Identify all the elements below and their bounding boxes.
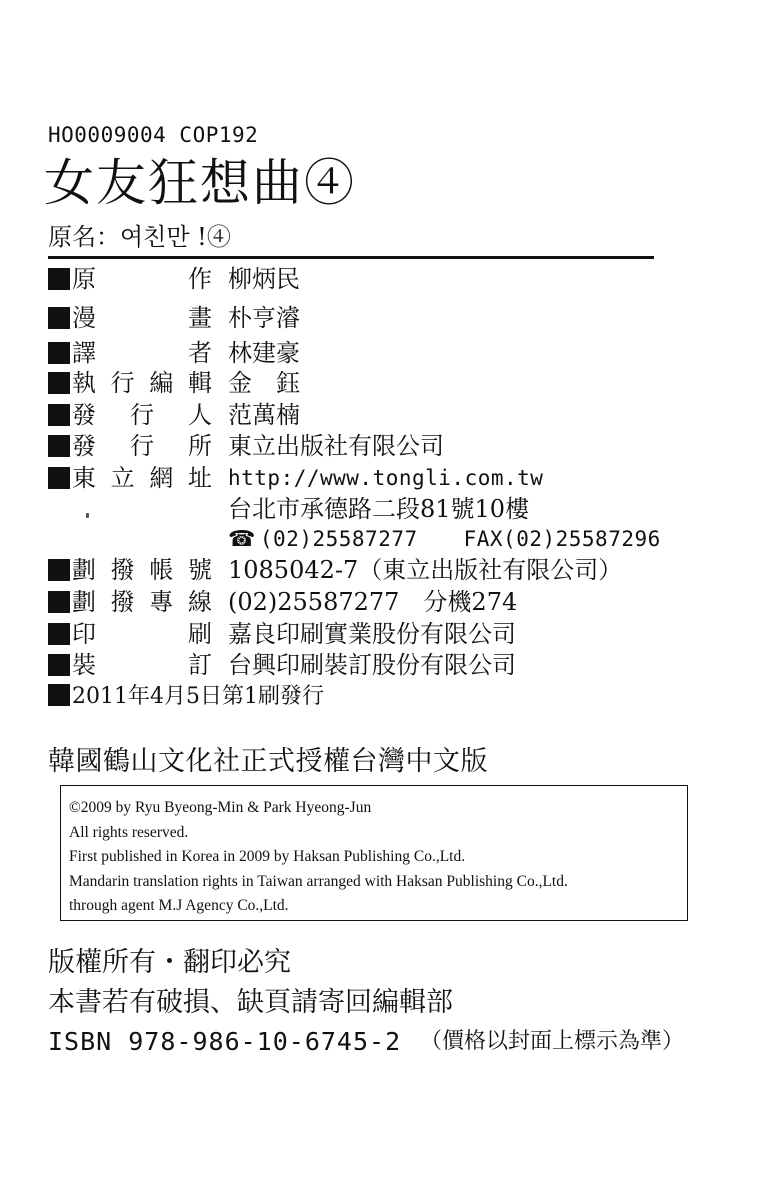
price-note: （價格以封面上標示為準） <box>420 1029 685 1054</box>
catalog-code: HO0009004 COP192 <box>48 123 259 147</box>
copyright-line: ©2009 by Ryu Byeong-Min & Park Hyeong-Jun <box>69 799 372 816</box>
postal-row-printing <box>48 617 516 651</box>
copyright-line: First published in Korea in 2009 by Haksan Publishing Co.,Ltd. <box>69 848 466 865</box>
bullet-square <box>48 684 70 706</box>
bullet-square <box>48 559 70 581</box>
credit-row-publisher <box>48 398 300 432</box>
copyright-line: through agent M.J Agency Co.,Ltd. <box>69 897 289 914</box>
bullet-square <box>48 372 70 394</box>
credit-row-editor <box>48 366 300 400</box>
credit-label: 發行所 <box>72 432 212 460</box>
postal-value: 1085042-7（東立出版社有限公司） <box>228 556 623 584</box>
copyright-line: Mandarin translation rights in Taiwan arranged with Haksan Publishing Co.,Ltd. <box>69 872 568 890</box>
bullet-square <box>48 591 70 613</box>
bullet-square <box>48 435 70 457</box>
postal-value: (02)25587277 分機274 <box>228 588 518 616</box>
credit-row-website <box>48 461 544 495</box>
credit-row-artist <box>48 301 300 335</box>
postal-row-hotline <box>48 585 518 619</box>
credit-value: 柳炳民 <box>228 265 300 293</box>
bullet-square <box>48 342 70 364</box>
postal-row-binding <box>48 648 516 682</box>
fax-number: FAX(02)25587296 <box>463 527 661 551</box>
isbn-number: ISBN 978-986-10-6745-2 <box>48 1027 402 1056</box>
copyright-box <box>60 785 688 921</box>
credit-label: 譯者 <box>72 339 212 367</box>
bullet-square <box>48 623 70 645</box>
postal-label: 裝訂 <box>72 651 212 679</box>
website-url: http://www.tongli.com.tw <box>228 466 544 490</box>
credit-value: 范萬楠 <box>228 401 300 429</box>
scan-speck <box>86 513 89 518</box>
postal-label: 劃撥帳號 <box>72 556 212 584</box>
title-divider <box>48 256 654 259</box>
credit-label: 東立網址 <box>72 464 212 492</box>
bullet-square <box>48 654 70 676</box>
credit-label: 漫畫 <box>72 304 212 332</box>
postal-value: 台興印刷裝訂股份有限公司 <box>228 651 516 679</box>
authorization-note: 韓國鶴山文化社正式授權台灣中文版 <box>48 746 488 777</box>
bullet-square <box>48 404 70 426</box>
postal-label: 印刷 <box>72 620 212 648</box>
bullet-square <box>48 467 70 489</box>
credit-label: 原作 <box>72 265 212 293</box>
publish-date-row <box>48 680 324 714</box>
bullet-square <box>48 307 70 329</box>
publish-date: 2011年4月5日第1刷發行 <box>72 684 324 709</box>
credit-label: 執行編輯 <box>72 369 212 397</box>
postal-value: 嘉良印刷實業股份有限公司 <box>228 620 516 648</box>
credit-value: 金 鈺 <box>228 369 300 397</box>
phone-number: (02)25587277 <box>259 527 418 551</box>
return-note: 本書若有破損、缺頁請寄回編輯部 <box>48 987 453 1018</box>
postal-label: 劃撥專線 <box>72 588 212 616</box>
book-title: 女友狂想曲④ <box>44 154 356 212</box>
telephone-icon: ☎ <box>228 527 256 552</box>
credit-row-author <box>48 262 300 296</box>
credit-value: 東立出版社有限公司 <box>228 432 444 460</box>
contact-line <box>228 522 661 557</box>
rights-reserved: 版權所有・翻印必究 <box>48 947 291 978</box>
credit-row-publishing-house <box>48 429 444 463</box>
credit-value: 林建豪 <box>228 339 300 367</box>
address-text: 台北市承德路二段81號10樓 <box>228 495 530 523</box>
original-title: 原名：여친만 !④ <box>48 223 231 251</box>
copyright-line: All rights reserved. <box>69 823 189 841</box>
credit-label: 發行人 <box>72 401 212 429</box>
postal-row-account <box>48 553 623 587</box>
credit-value: 朴亨濬 <box>228 304 300 332</box>
credit-row-translator <box>48 336 300 370</box>
bullet-square <box>48 268 70 290</box>
